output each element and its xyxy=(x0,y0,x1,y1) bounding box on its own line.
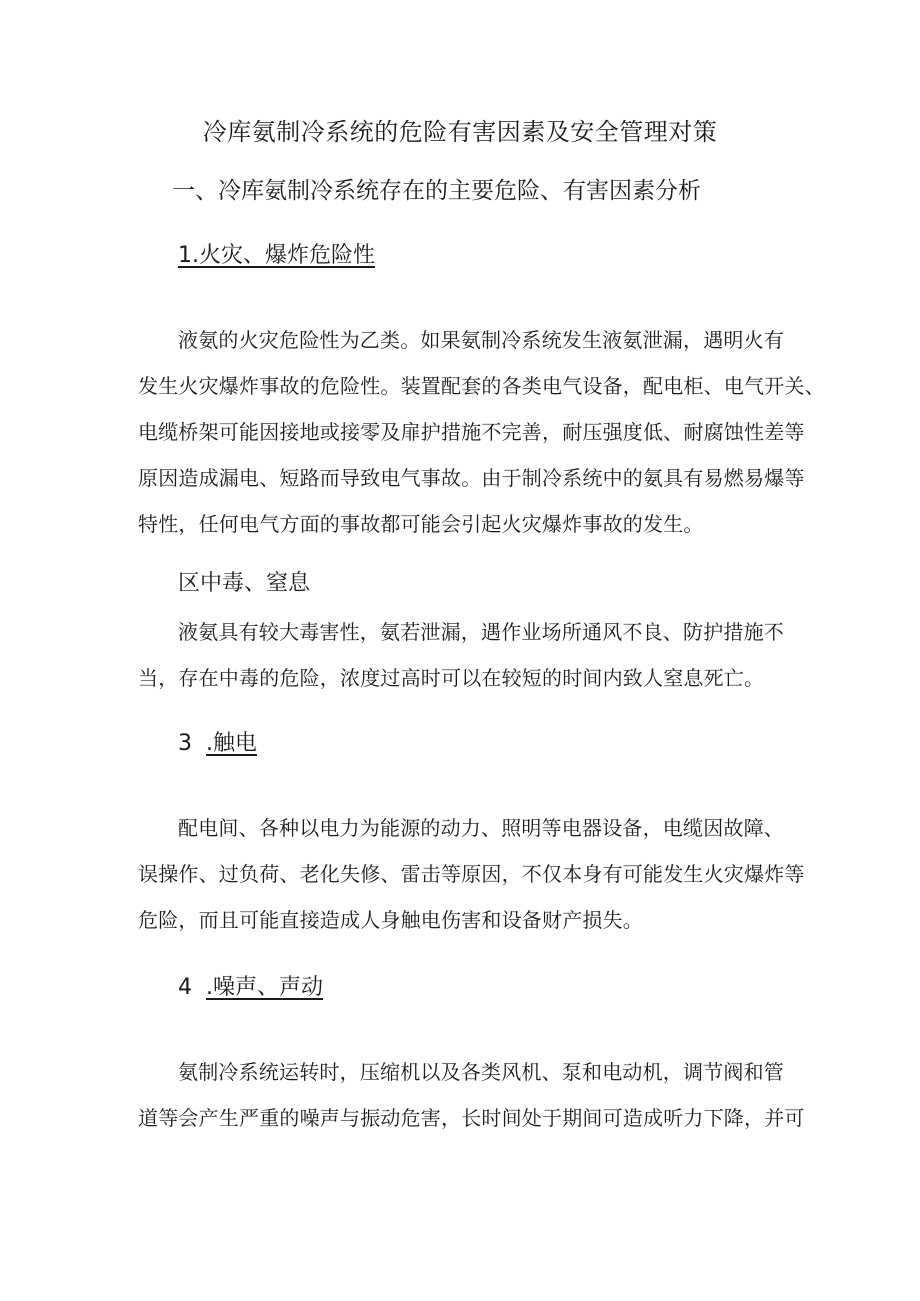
paragraph-line: 原因造成漏电、短路而导致电气事故。由于制冷系统中的氨具有易燃易爆等 xyxy=(138,466,805,490)
subsection-noise-heading xyxy=(178,970,323,1001)
paragraph-line: 电缆桥架可能因接地或接零及扉护措施不完善，耐压强度低、耐腐蚀性差等 xyxy=(138,420,805,444)
paragraph-line: 当，存在中毒的危险，浓度过高时可以在较短的时间内致人窒息死亡。 xyxy=(138,666,765,690)
subsection-number: 3 xyxy=(178,731,192,756)
document-title: 冷库氨制冷系统的危险有害因素及安全管理对策 xyxy=(202,118,718,146)
paragraph-line: 液氨的火灾危险性为乙类。如果氨制冷系统发生液氨泄漏，遇明火有 xyxy=(178,328,784,352)
subsection-electric-shock-heading xyxy=(178,726,257,757)
subsection-title: .噪声、声动 xyxy=(206,975,323,1000)
paragraph-line: 道等会产生严重的噪声与振动危害，长时间处于期间可造成听力下降，并可 xyxy=(138,1106,805,1130)
paragraph-line: 氨制冷系统运转时，压缩机以及各类风机、泵和电动机，调节阀和管 xyxy=(178,1060,784,1084)
subsection-fire-heading: 1.火灾、爆炸危险性 xyxy=(178,243,375,268)
section-heading: 一、冷库氨制冷系统存在的主要危险、有害因素分析 xyxy=(172,178,701,204)
paragraph-line: 误操作、过负荷、老化失修、雷击等原因，不仅本身有可能发生火灾爆炸等 xyxy=(138,862,805,886)
paragraph-line: 配电间、各种以电力为能源的动力、照明等电器设备，电缆因故障、 xyxy=(178,816,784,840)
paragraph-line: 危险，而且可能直接造成人身触电伤害和设备财产损失。 xyxy=(138,908,643,932)
paragraph-line: 特性，任何电气方面的事故都可能会引起火灾爆炸事故的发生。 xyxy=(138,512,704,536)
paragraph-line: 液氨具有较大毒害性，氨若泄漏，遇作业场所通风不良、防护措施不 xyxy=(178,620,784,644)
subsection-title: .触电 xyxy=(206,731,257,756)
subsection-poisoning-heading: 区中毒、窒息 xyxy=(178,571,311,596)
paragraph-line: 发生火灾爆炸事故的危险性。装置配套的各类电气设备，配电柜、电气开关、 xyxy=(138,374,825,398)
subsection-number: 4 xyxy=(178,975,192,1000)
